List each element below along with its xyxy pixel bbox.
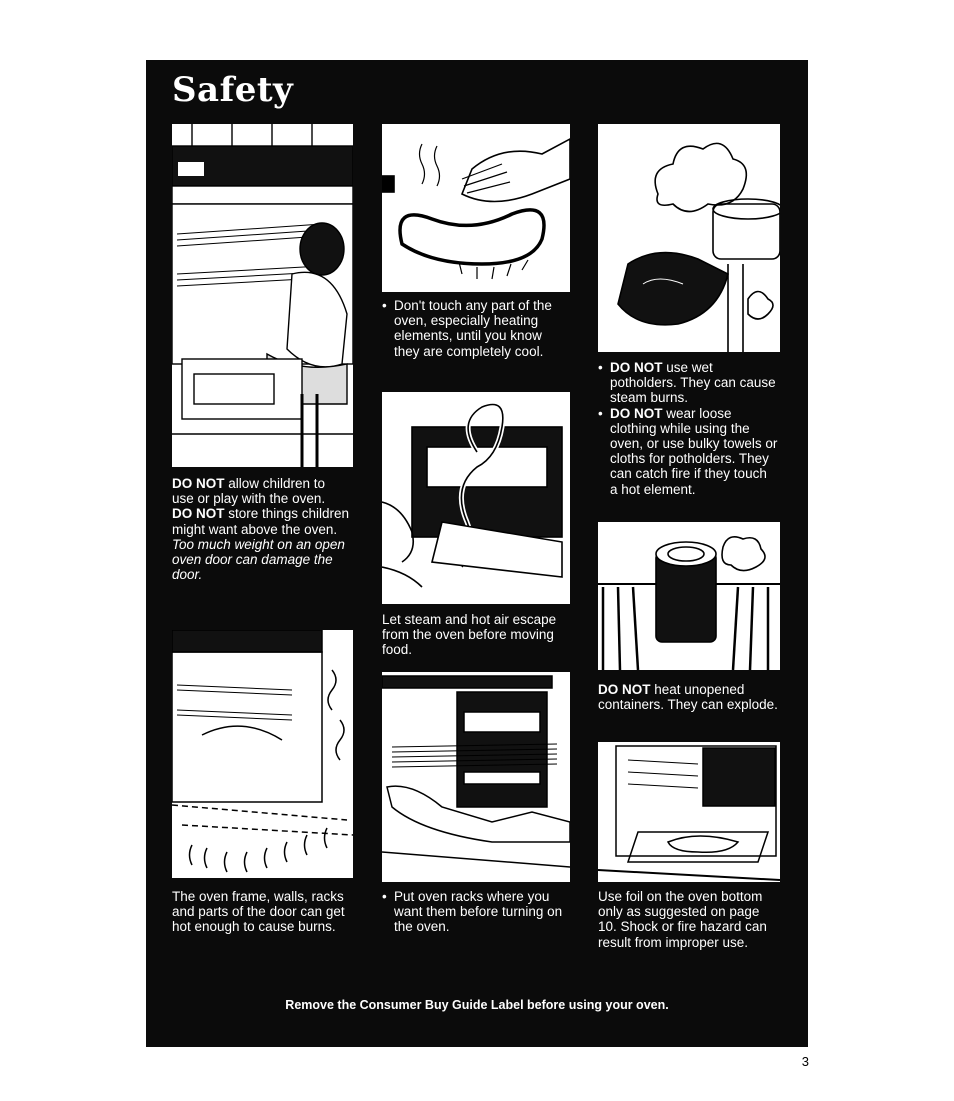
illustration-hand-over-element: [382, 124, 570, 292]
do-not-emphasis: DO NOT: [610, 405, 663, 421]
caption-touch: [382, 298, 567, 359]
caption-text: Let steam and hot air escape from the oven before moving food.: [382, 612, 557, 658]
caption-bullet: [598, 360, 778, 406]
caption-steam: [382, 612, 567, 658]
caption-containers: [598, 682, 778, 712]
page-number: 3: [801, 1054, 809, 1069]
illustration-unopened-container: [598, 522, 780, 670]
do-not-emphasis: DO NOT: [598, 682, 651, 697]
caption-racks: [382, 889, 567, 935]
footer-notice: Remove the Consumer Buy Guide Label before using your oven.: [285, 998, 669, 1012]
page-title: Safety: [172, 70, 294, 110]
illustration-steam-escaping: [382, 392, 570, 604]
caption-frame: [172, 889, 350, 935]
caption-text: use wet potholders. They can cause steam burns.: [610, 360, 776, 406]
caption-text: The oven frame, walls, racks and parts of the door can get hot enough to cause burns.: [172, 889, 345, 935]
illustration-foil-on-bottom: [598, 742, 780, 882]
do-not-emphasis: DO NOT: [172, 476, 225, 491]
caption-text: wear loose clothing while using the oven, or use bulky towels or cloths for potholders. They can catch fire if they touch a hot element.: [610, 405, 778, 497]
caption-bullet: • Put oven racks where you want them before turning on the oven.: [382, 889, 567, 935]
illustration-positioning-racks: [382, 672, 570, 882]
illustration-hot-oven-interior: [172, 630, 353, 878]
do-not-emphasis: DO NOT: [610, 360, 663, 375]
caption-text: allow children to use or play with the oven.: [172, 476, 326, 507]
illustration-wet-potholder: [598, 124, 780, 352]
caption-text: store things children might want above the oven.: [172, 506, 350, 537]
caption-foil: [598, 889, 778, 950]
do-not-emphasis: DO NOT: [172, 506, 225, 522]
caption-bullet: [598, 406, 778, 497]
caption-text: heat unopened containers. They can explode.: [598, 682, 778, 713]
caption-potholders: [598, 360, 778, 497]
caption-bullet: • Don't touch any part of the oven, especially heating elements, until you know they are completely cool.: [382, 298, 567, 359]
caption-children: [172, 476, 350, 582]
caption-text: Use foil on the oven bottom only as suggested on page 10. Shock or fire hazard can result from improper use.: [598, 889, 767, 950]
illustration-child-at-oven: [172, 124, 353, 467]
caption-italic-note: Too much weight on an open oven door can damage the door.: [172, 536, 345, 583]
